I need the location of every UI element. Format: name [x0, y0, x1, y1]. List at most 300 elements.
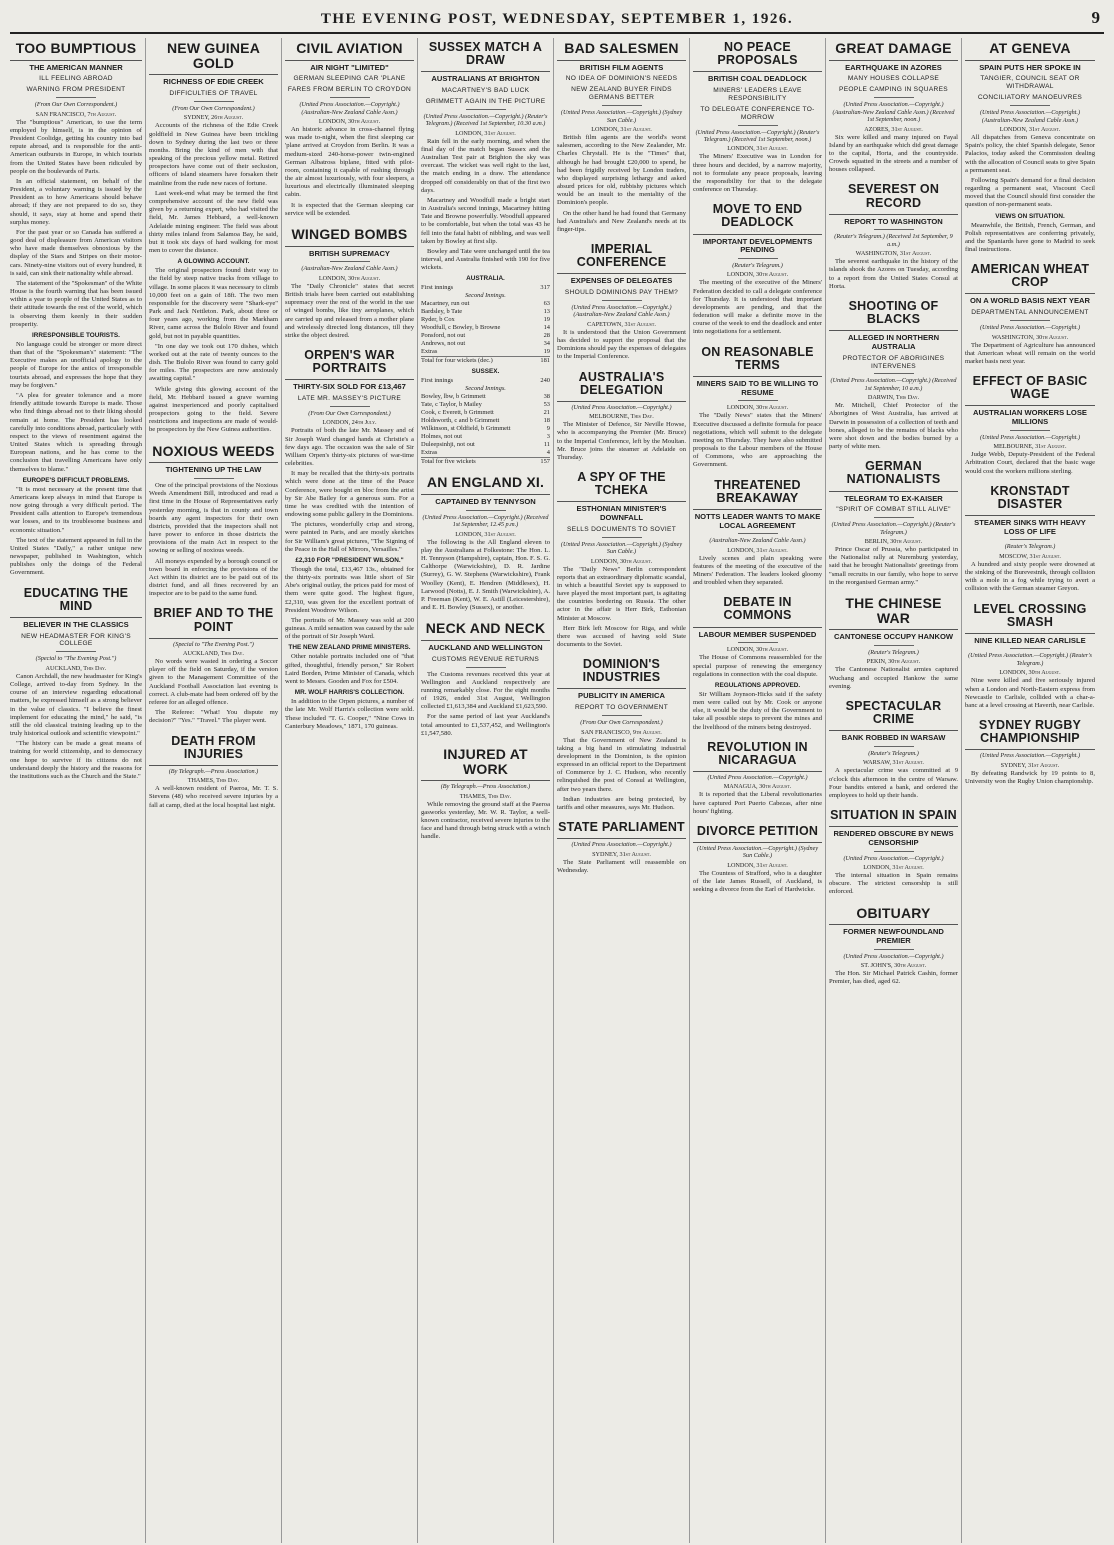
subheading: EARTHQUAKE IN AZORES [845, 62, 942, 72]
article-paragraph: The internal situation in Spain remains obscure. The strictest censorship is still enforced. [829, 872, 958, 896]
wire-credit: (United Press Association.—Copyright.) (Reuter's Telegram.) (Received 1st September, noon.) [695, 128, 820, 144]
article [421, 38, 550, 466]
headline: GREAT DAMAGE [829, 38, 958, 61]
wire-credit: (United Press Association.—Copyright.) [571, 403, 672, 411]
batsman: Duleepsinhji, not out [421, 441, 475, 449]
divider-rule [602, 105, 642, 106]
wire-credit: (Reuter's Telegram.) [732, 262, 783, 270]
divider-rule [874, 373, 914, 374]
score-row [421, 308, 550, 316]
wire-credit: (From Our Own Correspondent.) [308, 409, 391, 417]
article-paragraph: Though the total, £13,467 13s., obtained for the thirty-six portraits was little short of Sir Abe's original outlay, the prices paid for most of them were quite good. The highest figure, £2,310, was given for the excellent portrait of President Woodrow Wilson. [285, 565, 414, 614]
article-paragraph: While removing the ground staff at the Paeroa gasworks yesterday, Mr. W. R. Taylor, a well-known contractor, received severe injuries to the face and hand through being struck with a winch handle. [421, 800, 550, 841]
divider-rule [1010, 430, 1050, 431]
subheading: NEW ZEALAND BUYER FINDS GERMANS BETTER [571, 86, 672, 102]
score-row [421, 449, 550, 458]
article-paragraph: The portraits of Mr. Massey was sold at 200 guineas. A mild sensation was caused by the sale of the portrait of Sir Joseph Ward. [285, 616, 414, 641]
runs: 9 [546, 425, 550, 433]
dateline: LONDON, 30th August. [318, 118, 381, 126]
dateline: MELBOURNE, 31st August. [993, 443, 1067, 451]
article [693, 822, 822, 895]
article [10, 38, 142, 578]
score-label: First innings [421, 284, 454, 292]
dateline: THAMES, This Day. [459, 792, 512, 800]
subheading: NO IDEA OF DOMINION'S NEEDS [565, 75, 678, 83]
headline: MOVE TO END DEADLOCK [693, 200, 822, 234]
batsman: Ryder, b Cox [421, 316, 455, 324]
dateline: ST. JOHN'S, 30th August. [860, 962, 927, 970]
article [693, 738, 822, 816]
batsman: Bowley, lbw, b Grimmett [421, 393, 486, 401]
headline: SYDNEY RUGBY CHAMPIONSHIP [965, 716, 1095, 750]
article-paragraph: The Referee: "What! You dispute my decision?" "Yes." "Travel." The player went. [149, 709, 278, 725]
divider-rule [738, 258, 778, 259]
subheading: NINE KILLED NEAR CARLISLE [974, 635, 1086, 645]
section-heading: THE NEW ZEALAND PRIME MINISTERS. [288, 644, 411, 652]
divider-rule [330, 406, 370, 407]
article-paragraph: The Countess of Strafford, who is a daughter of the late James Russell, of Auckland, is seeking a divorce from the Earl of Hardwicke. [693, 869, 822, 894]
batsman: Bardsley, b Tate [421, 308, 463, 316]
divider-rule [602, 715, 642, 716]
article-paragraph: Last week-end what may be termed the first comprehensive account of the new field was given by a returning expert, who had visited the field, Mr. James Hebbard, a well-known Adelaide mining engineer. The field was about thirty miles inland from Salamoa Bay, he said, but it took six days of hard walking for most men to cover the distance. [149, 189, 278, 255]
dateline: WARSAW, 31st August. [863, 759, 924, 767]
article [421, 744, 550, 842]
batsman: Wilkinson, st Oldfield, b Grimmett [421, 425, 511, 433]
wire-credit: (United Press Association.—Copyright.) [707, 773, 808, 781]
headline: IMPERIAL CONFERENCE [557, 240, 686, 274]
wire-credit: (Australian-New Zealand Cable Assn.) [709, 537, 806, 545]
subheading: THE AMERICAN MANNER [29, 62, 123, 72]
headline: BAD SALESMEN [557, 38, 686, 61]
subheading: EXPENSES OF DELEGATES [570, 276, 673, 286]
masthead [10, 6, 1104, 34]
wire-credit: (United Press Association.—Copyright.) (Received 1st September, 10 a.m.) [830, 377, 957, 392]
column-6 [690, 38, 826, 1543]
dateline: LONDON, 31st August. [455, 530, 516, 538]
article-paragraph: Judge Webb, Deputy-President of the Federal Arbitration Court, declared that the basic wage would cost the workers millions sterling. [965, 451, 1095, 475]
article-paragraph: That the Government of New Zealand is taking a big hand in stimulating industrial development in the Dominion, is the opinion expressed in an official report to the Department of Commerce by J. C. Hudson, who recently relinquished the post of Consul at Wellington, after two years there. [557, 736, 686, 793]
total-value: 181 [536, 357, 550, 366]
headline: OBITUARY [829, 903, 958, 926]
article-paragraph: Six were killed and many injured on Fayal Island by an earthquake which did great damage to the capital, Horta, and the countryside. Crowds squatted in the streets and a number of houses collapsed. [829, 133, 958, 174]
subheading: THIRTY-SIX SOLD FOR £13,467 [293, 382, 406, 392]
subheading: TELEGRAM TO EX-KAISER [844, 493, 943, 503]
subheading: SHOULD DOMINIONS PAY THEM? [564, 289, 679, 297]
headline: AN ENGLAND XI. [421, 472, 550, 495]
article [285, 346, 414, 731]
article-paragraph: By defeating Randwick by 19 points to 8, University won the Rugby Union championship. [965, 769, 1095, 785]
divider-rule [738, 400, 778, 401]
article-paragraph: British film agents are the world's worst salesmen, according to the New Zealander, Mr. Charles Chrystall. He is the "Times" that, although he had brought £20,000 to spend, he had been frigidly received by London traders, who displayed surprising lethargy and asked absurd prices for old, rubbishy pictures which would be an insult to the mentality of the Dominion's people. [557, 134, 686, 207]
runs: 53 [543, 401, 550, 409]
headline: DOMINION'S INDUSTRIES [557, 655, 686, 689]
subheading: CAPTAINED BY TENNYSON [435, 497, 536, 507]
dateline: LONDON, 30th August. [726, 271, 789, 279]
score-row [421, 348, 550, 357]
subheading: STEAMER SINKS WITH HEAVY LOSS OF LIFE [974, 517, 1086, 536]
article [829, 697, 958, 800]
runs: 13 [543, 308, 550, 316]
article [693, 476, 822, 588]
wire-credit: (United Press Association.—Copyright.) [979, 752, 1081, 760]
article-paragraph: Accounts of the richness of the Edie Creek goldfield in New Guinea have been trickling down to Sydney during the last two or three months. Bring the kind of men with that speaking of the precious yellow metal. Retired prospectors have come out of their seclusion, officers of island steamers have forsaken their mainline from the rude new races of fortune. [149, 122, 278, 187]
wire-credit: (By Telegraph.—Press Association.) [168, 767, 259, 775]
divider-rule [466, 510, 506, 511]
article-paragraph: Lively scenes and plain speaking were features of the meeting of the executive of the Miners' Federation. The leaders looked gloomy and troubled when they separated. [693, 554, 822, 587]
headline: NO PEACE PROPOSALS [693, 38, 822, 72]
score-row [421, 409, 550, 417]
headline: STATE PARLIAMENT [557, 818, 686, 839]
article-paragraph: Following Spain's demand for a final decision regarding a permanent seat, Viscount Cecil moved that the Council should first consider the question of non-permanent seats. [965, 176, 1095, 209]
headline: SPECTACULAR CRIME [829, 697, 958, 731]
article-paragraph: The pictures, wonderfully crisp and strong, were painted in Paris, and are mostly sketches for Sir William's great pictures, "The Signing of the Peace in the Hall of Mirrors, Versailles." [285, 521, 414, 553]
wire-credit: (From Our Own Correspondent.) [172, 105, 255, 112]
wire-credit: (Reuter's Telegram.) [1004, 543, 1056, 551]
article [693, 343, 822, 470]
article [965, 260, 1095, 366]
article-paragraph: The meeting of the executive of the Miners' Federation decided to call a delegate conference for Thursday. It is understood that important developments are pending, and that the federation will make a definite move in the course of the week to end the deadlock and enter into negotiations for a settlement. [693, 279, 822, 336]
article [829, 806, 958, 897]
divider-rule [874, 645, 914, 646]
score-row [421, 393, 550, 401]
divider-rule [330, 97, 370, 98]
scorecard-table [421, 377, 550, 466]
wire-credit: (United Press Association.—Copyright.) (Sydney Sun Cable.) [560, 540, 683, 556]
headline: SITUATION IN SPAIN [829, 806, 958, 827]
headline: REVOLUTION IN NICARAGUA [693, 738, 822, 772]
divider-rule [194, 478, 234, 479]
divider-rule [330, 261, 370, 262]
divider-rule [1010, 320, 1050, 321]
article-paragraph: Meanwhile, the British, French, German, and Polish representatives are conferring privately, and the Spaniards have gone to Madrid to seek final instructions. [965, 221, 1095, 254]
runs: 19 [543, 348, 550, 356]
article-paragraph: One of the principal provisions of the Noxious Weeds Amendment Bill, introduced and read a first time in the House of Representatives early yesterday morning, is that in county and town boards any agent inspectors for their own districts, provided that the inspectors shall not have power to enforce in those districts the provisions of the main Act in respect to the sowing or selling of noxious weeds. [149, 482, 278, 555]
headline: SHOOTING OF BLACKS [829, 297, 958, 331]
subheading: NOTTS LEADER WANTS TO MAKE LOCAL AGREEMENT [694, 511, 821, 530]
article [693, 38, 822, 194]
scorecard-table [421, 284, 550, 365]
subheading: FORMER NEWFOUNDLAND PREMIER [843, 927, 944, 945]
total-label: Total for four wickets (dec.) [421, 357, 536, 366]
dateline: MOSCOW, 31st August. [999, 552, 1061, 560]
headline: DEBATE IN COMMONS [693, 593, 822, 627]
dateline: LONDON, 30th August. [318, 274, 381, 282]
column-5 [554, 38, 690, 1543]
subheading: AUSTRALIAN WORKERS LOSE MILLIONS [973, 408, 1087, 427]
wire-credit: (By Telegraph.—Press Association.) [440, 783, 531, 791]
article [421, 618, 550, 738]
score-value: 240 [540, 377, 550, 385]
subheading: AIR NIGHT "LIMITED" [310, 62, 389, 72]
subheading: TIGHTENING UP THE LAW [165, 465, 262, 475]
subheading: ESTHONIAN MINISTER'S DOWNFALL [576, 504, 667, 523]
runs: 14 [543, 324, 550, 332]
headline: WINGED BOMBS [285, 224, 414, 247]
article-paragraph: "A plea for greater tolerance and a more friendly attitude towards Europe is made. Those who find things abroad not to their liking should remain at home. The President has looked carefully into conditions abroad, particularly with respect to the views of resentment against the United States which is spreading through European nations, and he has come to the conclusion that travelling Americans have only themselves to blame." [10, 391, 142, 473]
article [557, 818, 686, 875]
article-paragraph: Prince Oscar of Prussia, who participated in the Nationalist rally at Nuremburg yesterday, said that he brought Nationalists' greetings from "small recruits in our family, who hope to serve in the reorganised German army." [829, 546, 958, 586]
article-paragraph: The original prospectors found their way to the field by steep native tracks from village to village. In some places it was necessary to climb 10,000 feet on a gain of 18ft. The two men responsible for the discovery were "Shark-eye" Park and Jack Nettleton. Park, about three or four years ago, working from the Markham River, came across the Bulolo River and found gold, but not in payable quantities. [149, 267, 278, 340]
subheading: DIFFICULTIES OF TRAVEL [169, 90, 258, 98]
wire-credit: (United Press Association.—Copyright.) (Australian-New Zealand Cable Assn.) [299, 101, 400, 116]
divider-rule [1010, 648, 1050, 649]
article-paragraph: The text of the statement appeared in full in the United States "Daily," a rather unique new newspaper, published in Washington, which publishes only the doings of the Federal Government. [10, 536, 142, 577]
article-paragraph: Other notable portraits included one of "that gifted, thoughtful, friendly person," Sir Robert Laird Borden, Prime Minister of Canada, which went to Messrs. Gooden and Fox for £504. [285, 653, 414, 685]
article-paragraph: The Hon. Sir Michael Patrick Cashin, former Premier, has died, aged 62. [829, 970, 958, 986]
article-paragraph: A spectacular crime was committed at 9 o'clock this afternoon in the centre of Warsaw. Four bandits entered a bank, and ordered the employees to hold up their hands. [829, 767, 958, 799]
article-paragraph: It is understood that the Union Government has decided to support the proposal that the Dominions should pay the expenses of delegates to the Imperial Conference. [557, 328, 686, 361]
subheading: CUSTOMS REVENUE RETURNS [431, 655, 540, 663]
divider-rule [738, 533, 778, 534]
article-paragraph: Sir William Joynson-Hicks said if the safety men were called out by Mr. Cook or anyone else, it would be the duty of the Government to take all possible steps to prevent the mines and the livelihood of the miners being destroyed. [693, 690, 822, 731]
divider-rule [874, 517, 914, 518]
subheading: RICHNESS OF EDIE CREEK [163, 77, 264, 87]
runs: 63 [543, 300, 550, 308]
article-paragraph: The "Daily News" states that the Miners' Executive discussed a definite formula for peace negotiations, which will submit to the delegate meeting on Thursday. They have also submitted proposals to the Labour members of the House of Commons, who are approaching the Government. [693, 412, 822, 469]
scorecard-title: SUSSEX. [471, 368, 500, 376]
headline: DEATH FROM INJURIES [149, 732, 278, 766]
dateline: LONDON, 30th August. [726, 646, 789, 654]
section-heading: EUROPE'S DIFFICULT PROBLEMS. [22, 476, 130, 484]
total-value: 157 [538, 458, 550, 467]
subheading: IMPORTANT DEVELOPMENTS PENDING [702, 236, 813, 255]
batsman: Holdsworth, c and b Grimmett [421, 417, 500, 425]
subheading: LATE MR. MASSEY'S PICTURE [297, 395, 402, 402]
wire-credit: (United Press Association.—Copyright.) (Australian-New Zealand Cable Assn.) (Received 1st September, noon.) [832, 101, 955, 124]
subheading: GERMAN SLEEPING CAR 'PLANE [293, 75, 406, 83]
article-paragraph: "It is most necessary at the present time that Americans keep always in mind that Europe is now going through a very difficult period. The President calls attention to Europe's tremendous war losses, and to its troublesome business and economic situation." [10, 485, 142, 534]
subheading: BRITISH FILM AGENTS [579, 62, 664, 72]
batsman: Ponsford, not out [421, 332, 466, 340]
section-heading: £2,310 FOR "PRESIDENT WILSON." [295, 556, 404, 564]
headline: KRONSTADT DISASTER [965, 482, 1095, 516]
dateline: SYDNEY, 26th August. [183, 114, 244, 122]
subheading: WARNING FROM PRESIDENT [26, 86, 126, 94]
batsman: Andrews, not out [421, 340, 466, 348]
wire-credit: (Reuter's Telegram.) [868, 649, 919, 657]
headline: AUSTRALIA'S DELEGATION [557, 368, 686, 402]
batsman: Cook, c Everett, b Grimmett [421, 409, 494, 417]
subheading: PEOPLE CAMPING IN SQUARES [839, 86, 948, 94]
headline: SEVEREST ON RECORD [829, 180, 958, 214]
headline: ORPEN'S WAR PORTRAITS [285, 346, 414, 380]
divider-rule [738, 125, 778, 126]
article [965, 600, 1095, 711]
subheading: ON A WORLD BASIS NEXT YEAR [970, 296, 1090, 306]
wire-credit: (United Press Association.—Copyright.) [843, 952, 944, 960]
dateline: LONDON, 30th August. [999, 669, 1061, 677]
article [557, 468, 686, 649]
wire-credit: (United Press Association.—Copyright.) [979, 433, 1081, 441]
headline: EDUCATING THE MIND [10, 584, 142, 618]
article-paragraph: While giving this glowing account of the field, Mr. Hebbard issued a grave warning against inexperienced and poorly capitalised prospectors going to the field. Severe restrictions and inspections are made of would-be prospectors by the New Guinea authorities. [149, 385, 278, 434]
article [965, 372, 1095, 476]
wire-credit: (United Press Association.—Copyright.) (Reuter's Telegram.) [831, 521, 956, 536]
dateline: LONDON, 30th August. [726, 404, 789, 412]
column-1 [10, 38, 146, 1543]
article-paragraph: Rain fell in the early morning, and when the final day of the match began Sussex and the Australian Test pair at Brighton the sky was overcast. The wicket was well right to the last, the match ending in a draw. The attendance dropped off considerably on that of the first two days. [421, 137, 550, 194]
article-paragraph: The "Daily News" Berlin correspondent reports that an extraordinary diplomatic scandal, in which a beautiful Soviet spy is supposed to have played the most important part, is agitating the countries bordering on Russia. The other actor in the affair is Herr Birk, Esthonian Minister at Moscow. [557, 565, 686, 622]
column-3 [282, 38, 418, 1543]
subheading: ILL FEELING ABROAD [39, 75, 113, 83]
headline: LEVEL CROSSING SMASH [965, 600, 1095, 634]
wire-credit: (Special to "The Evening Post.") [35, 655, 117, 663]
article-paragraph: For the same period of last year Auckland's total amounted to £1,537,452, and Wellington's £1,547,580. [421, 713, 550, 737]
subheading: PROTECTOR OF ABORIGINES INTERVENES [842, 354, 945, 370]
runs: 38 [543, 393, 550, 401]
subheading: AUCKLAND AND WELLINGTON [428, 642, 543, 652]
article [285, 224, 414, 340]
section-heading: IRRESPONSIBLE TOURISTS. [32, 331, 120, 339]
section-heading: A GLOWING ACCOUNT. [177, 258, 250, 266]
article-paragraph: On the other hand he had found that Germany had Australia's and New Zealand's needs at its finger-tips. [557, 209, 686, 233]
subheading: BANK ROBBED IN WARSAW [841, 733, 946, 743]
article [829, 457, 958, 587]
headline: NECK AND NECK [421, 618, 550, 641]
article-paragraph: Herr Birk left Moscow for Riga, and while there was accused of having sold State documents to the Soviet. [557, 624, 686, 649]
score-subheading: Second Innings. [465, 385, 506, 393]
headline: A SPY OF THE TCHEKA [557, 468, 686, 502]
columns [10, 38, 1104, 1543]
dateline: LONDON, 31st August. [999, 126, 1061, 133]
score-row [421, 316, 550, 324]
subheading: SELLS DOCUMENTS TO SOVIET [566, 525, 677, 533]
article [965, 38, 1095, 254]
dateline: AUCKLAND, This Day. [183, 650, 244, 658]
article [557, 240, 686, 361]
divider-rule [56, 651, 96, 652]
article-paragraph: The Customs revenues received this year at Wellington and Auckland respectively are running remarkably close. For the eight months of 1926, ended 31st August, Wellington collected £1,613,384 and Auckland £1,623,590. [421, 670, 550, 711]
article [965, 482, 1095, 594]
article [829, 593, 958, 691]
article-paragraph: It is expected that the German sleeping car service will be extended. [285, 201, 414, 217]
headline: INJURED AT WORK [421, 744, 550, 781]
wire-credit: (United Press Association.—Copyright.) (Australian-New Zealand Cable Assn.) [979, 109, 1081, 124]
article [149, 604, 278, 725]
subheading: PUBLICITY IN AMERICA [578, 691, 665, 701]
headline: NOXIOUS WEEDS [149, 441, 278, 464]
subheading: CANTONESE OCCUPY HANKOW [833, 632, 954, 642]
dateline: SYDNEY, 31st August. [592, 850, 651, 858]
article-paragraph: The Department of Agriculture has announced that American wheat will remain on the world market basis next year. [965, 341, 1095, 365]
divider-rule [602, 300, 642, 301]
runs: 3 [546, 433, 550, 441]
headline: AMERICAN WHEAT CROP [965, 260, 1095, 294]
runs: 4 [546, 449, 550, 457]
subheading: MINERS SAID TO BE WILLING TO RESUME [696, 378, 819, 397]
score-subheading: Second Innings. [465, 292, 506, 300]
article-paragraph: Mr. Mitchell, Chief Protector of the Aborigines of West Australia, has arrived at Darwin in possession of a collection of teeth and bones, alleged to be the remains of blacks who were shot down and the bodies burned by a party of white men. [829, 402, 958, 451]
score-row [421, 332, 550, 340]
dateline: THAMES, This Day. [187, 777, 240, 785]
article [557, 38, 686, 234]
wire-credit: (From Our Own Correspondent.) [580, 719, 663, 727]
article [10, 584, 142, 781]
headline: BRIEF AND TO THE POINT [149, 604, 278, 638]
article-paragraph: Canon Archdall, the new headmaster for King's College, arrived to-day from Sydney. In the course of an interview regarding educational matters, he expressed himself as a strong believer in the value of classics. "I believe the finest implement for educating the mind," he said, "is still the old classical training leading up to the truly historical outlook and scientific viewpoint." [10, 672, 142, 738]
article-paragraph: The "bumptious" American, to use the term employed by himself, is in the opinion of President Coolidge, getting his country into bad repute abroad, and is responsible for the anti-American outbursts in Europe, in which tourists from the United States have been ridiculed by people on the boulevards of Paris. [10, 118, 142, 175]
page-number: 9 [1091, 8, 1100, 27]
score-row [421, 401, 550, 409]
headline: EFFECT OF BASIC WAGE [965, 372, 1095, 406]
wire-credit: (United Press Association.—Copyright.) [571, 841, 672, 849]
article [829, 38, 958, 174]
score-row [421, 425, 550, 433]
dateline: DARWIN, This Day. [867, 394, 920, 402]
wire-credit: (Special to "The Evening Post.") [173, 640, 254, 648]
dateline: BERLIN, 30th August. [864, 538, 923, 546]
dateline: LONDON, 31st August. [727, 861, 788, 869]
divider-rule [874, 851, 914, 852]
dateline: WASHINGTON, 31st August. [855, 250, 932, 258]
score-row [421, 441, 550, 449]
article-paragraph: No words were wasted in ordering a Soccer player off the field on Saturday, if the version given to the Management Committee of the Auckland Football Association last evening is correct. A club-mate had been ordered off by the referee for an alleged offence. [149, 658, 278, 706]
article-paragraph: A hundred and sixty people were drowned at the sinking of the Burevestnik, through collision with a mole in a fog while trying to avert a collision with the German steamer Greyon. [965, 560, 1095, 593]
article-paragraph: The following is the All England eleven to play the Australians at Folkestone: The Hon. L. H. Tennyson (Hampshire), captain, Hon. F. S. G. Calthorpe (Warwickshire), D. R. Jardine (Surrey), G. W. Stephens (Warwickshire), Frank Woolley (Kent), E. Hendren (Middlesex), H. Larwood (Notts), E. J. Smith (Warwickshire), A. P. Freeman (Kent), W. E. Astill (Leicestershire), and E. H. Bowley (Sussex), or another. [421, 538, 550, 612]
subheading: TO DELEGATE CONFERENCE TO-MORROW [700, 105, 815, 121]
article-paragraph: The Miners' Executive was in London for three hours and decided, by a narrow majority, not to formulate any peace proposals, leaving the responsibility for that to the delegate conference on Thursday. [693, 153, 822, 194]
article-paragraph: The "Daily Chronicle" states that secret British trials have been carried out establishing supremacy over the rest of the world in the use of winged bombs, like tiny aeroplanes, which are carried up and released from a mother plane and wirelessly directed long distances, till they strike the object desired. [285, 282, 414, 339]
dateline: AUCKLAND, This Day. [45, 664, 107, 672]
wire-credit: (United Press Association.—Copyright.) (Australian-New Zealand Cable Assn.) [571, 303, 672, 319]
subheading: CONCILIATORY MANOEUVRES [977, 94, 1083, 102]
article [693, 593, 822, 731]
dateline: LONDON, 31st August. [727, 546, 788, 554]
subheading: ALLEGED IN NORTHERN AUSTRALIA [847, 333, 940, 351]
article [149, 441, 278, 599]
dateline: LONDON, 31st August. [727, 145, 788, 153]
subheading: BRITISH COAL DEADLOCK [707, 74, 807, 84]
score-row [421, 340, 550, 348]
headline: THREATENED BREAKAWAY [693, 476, 822, 510]
divider-rule [466, 109, 506, 110]
article-paragraph: The severest earthquake in the history of the islands shook the Azores on Tuesday, according to a report from the United States Consul at Horta. [829, 258, 958, 290]
article [965, 716, 1095, 786]
section-heading: REGULATIONS APPROVED. [714, 681, 801, 689]
dateline: SAN FRANCISCO, 9th August. [581, 728, 662, 736]
article-paragraph: "The history can be made a great means of training for world citizenship, and to democracy one hope to survive if its citizens do not understand deeply the history and the reasons for the institutions such as the Church and the State." [10, 740, 142, 780]
divider-rule [1010, 105, 1050, 106]
divider-rule [56, 97, 96, 98]
headline: THE CHINESE WAR [829, 593, 958, 630]
subheading: BRITISH SUPREMACY [308, 248, 390, 258]
subheading: RENDERED OBSCURE BY NEWS CENSORSHIP [833, 829, 954, 847]
divider-rule [874, 949, 914, 950]
wire-credit: (United Press Association.—Copyright.) (Sydney Sun Cable.) [560, 109, 683, 124]
wire-credit: (From Our Own Correspondent.) [34, 101, 118, 109]
column-4 [418, 38, 554, 1543]
wire-credit: (Australian-New Zealand Cable Assn.) [301, 265, 398, 273]
runs: 19 [543, 316, 550, 324]
dateline: MANAGUA, 30th August. [723, 783, 792, 791]
article-paragraph: The Cantonese Nationalist armies captured Wuchang and occupied Hankow the same evening. [829, 666, 958, 690]
column-8 [962, 38, 1098, 1543]
score-value: 317 [540, 284, 550, 292]
column-7 [826, 38, 962, 1543]
total-label: Total for five wickets [421, 458, 538, 467]
batsman: Holmes, not out [421, 433, 463, 441]
article-paragraph: Macartney and Woodfull made a bright start in Australia's second innings, Macartney hitting Tate and Browne powerfully. Woodfull appeared to be comfortable, but when the total was 43 he fell into the fatal habit of nibbling, and was well taken by Bowley at first slip. [421, 196, 550, 245]
headline: CIVIL AVIATION [285, 38, 414, 61]
article-paragraph: A well-known resident of Paeroa, Mr. T. S. Stevens (48) who received severe injuries by a fall at camp, died at the local hospital last night. [149, 785, 278, 809]
subheading: DEPARTMENTAL ANNOUNCEMENT [971, 309, 1089, 317]
subheading: REPORT TO GOVERNMENT [574, 704, 669, 712]
masthead-title: THE EVENING POST, WEDNESDAY, SEPTEMBER 1, 1926. [320, 10, 794, 27]
dateline: LONDON, 31st August. [591, 126, 652, 133]
article [693, 200, 822, 336]
wire-credit: (Reuter's Telegram.) [868, 749, 919, 757]
headline: AT GENEVA [965, 38, 1095, 61]
